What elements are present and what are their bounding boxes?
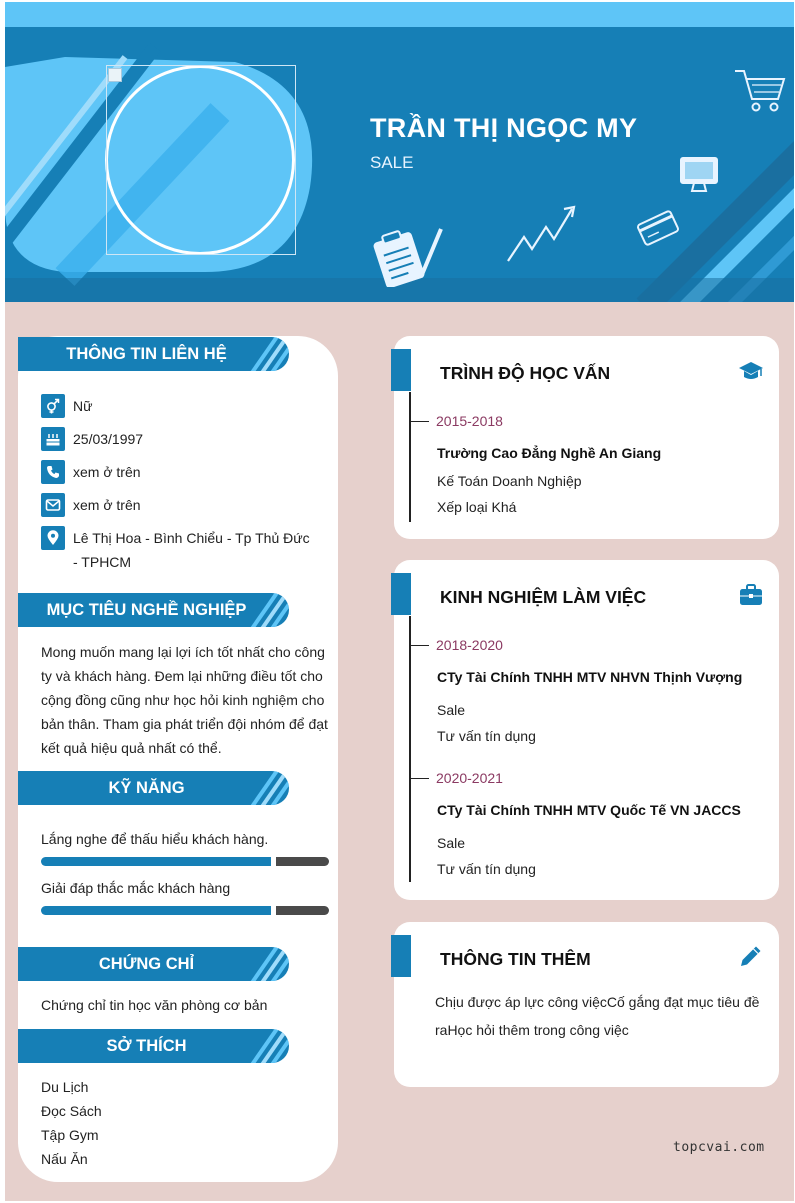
contact-phone bbox=[41, 460, 141, 484]
skill-bar-fill bbox=[41, 857, 271, 866]
email-value: xem ở trên bbox=[73, 497, 141, 513]
phone-icon bbox=[41, 460, 65, 484]
experience-date: 2018-2020 bbox=[436, 637, 503, 653]
address-value: Lê Thị Hoa - Bình Chiểu - Tp Thủ Đức - TPHCM bbox=[73, 530, 310, 570]
skill-bar-rest bbox=[276, 906, 329, 915]
briefcase-icon bbox=[738, 582, 764, 608]
header-top-strip bbox=[5, 2, 794, 27]
birthday-cake-icon bbox=[41, 427, 65, 451]
candidate-name: TRẦN THỊ NGỌC MY bbox=[370, 113, 638, 143]
title-stripes bbox=[229, 593, 289, 627]
title-stripes bbox=[229, 1029, 289, 1063]
hobby-item: Du Lịch bbox=[41, 1079, 89, 1095]
education-school: Trường Cao Đẳng Nghề An Giang bbox=[437, 445, 662, 461]
hobby-item: Tập Gym bbox=[41, 1127, 99, 1143]
experience-date: 2020-2021 bbox=[436, 770, 503, 786]
timeline-tick bbox=[409, 778, 429, 779]
trend-arrow-icon bbox=[502, 203, 580, 267]
location-pin-icon bbox=[41, 526, 65, 550]
objective-title-text: MỤC TIÊU NGHỀ NGHIỆP bbox=[46, 600, 247, 619]
birthday-value: 25/03/1997 bbox=[73, 431, 144, 447]
experience-company: CTy Tài Chính TNHH MTV Quốc Tế VN JACCS bbox=[437, 802, 741, 818]
education-major: Kế Toán Doanh Nghiệp bbox=[437, 473, 582, 489]
timeline-tick bbox=[409, 645, 429, 646]
experience-title: KINH NGHIỆM LÀM VIỆC bbox=[440, 587, 647, 607]
title-stripes bbox=[229, 771, 289, 805]
contact-gender bbox=[41, 394, 92, 418]
certificate-item: Chứng chỉ tin học văn phòng cơ bản bbox=[41, 997, 268, 1013]
skill-bar-fill bbox=[41, 906, 271, 915]
gender-value: Nữ bbox=[73, 398, 93, 414]
email-icon bbox=[41, 493, 65, 517]
skills-title-text: KỸ NĂNG bbox=[108, 778, 185, 797]
experience-description: Tư vấn tín dụng bbox=[437, 728, 536, 744]
contact-title-text: THÔNG TIN LIÊN HỆ bbox=[66, 344, 227, 363]
education-grade: Xếp loại Khá bbox=[437, 499, 517, 515]
contact-address bbox=[41, 526, 318, 574]
education-title: TRÌNH ĐỘ HỌC VẤN bbox=[440, 363, 611, 383]
timeline-tick bbox=[409, 421, 429, 422]
pencil-icon bbox=[738, 943, 764, 969]
contact-section-title bbox=[18, 337, 289, 371]
footer-brand: topcvai.com bbox=[673, 1140, 765, 1155]
avatar bbox=[106, 65, 296, 255]
experience-position: Sale bbox=[437, 835, 466, 851]
monitor-icon bbox=[678, 155, 720, 195]
header-banner bbox=[5, 27, 794, 302]
shopping-cart-icon bbox=[732, 65, 788, 115]
additional-title: THÔNG TIN THÊM bbox=[440, 949, 591, 969]
certificates-section-title bbox=[18, 947, 289, 981]
credit-card-icon bbox=[635, 207, 681, 249]
skill-bar bbox=[41, 906, 329, 915]
title-stripes bbox=[229, 337, 289, 371]
education-date: 2015-2018 bbox=[436, 413, 503, 429]
skill-bar bbox=[41, 857, 329, 866]
hobby-item: Nấu Ăn bbox=[41, 1151, 88, 1167]
title-stripes bbox=[229, 947, 289, 981]
education-timeline bbox=[409, 392, 411, 522]
gender-icon bbox=[41, 394, 65, 418]
clipboard-pen-icon bbox=[369, 223, 449, 287]
hobbies-title-text: SỞ THÍCH bbox=[106, 1036, 187, 1055]
experience-timeline bbox=[409, 616, 411, 882]
skill-label: Giải đáp thắc mắc khách hàng bbox=[41, 880, 231, 896]
contact-email bbox=[41, 493, 141, 517]
experience-tab bbox=[391, 573, 411, 615]
skill-bar-rest bbox=[276, 857, 329, 866]
cv-page bbox=[5, 2, 794, 1201]
graduation-cap-icon bbox=[738, 358, 764, 384]
hobbies-section-title bbox=[18, 1029, 289, 1063]
skills-section-title bbox=[18, 771, 289, 805]
candidate-role: SALE bbox=[370, 153, 414, 172]
phone-value: xem ở trên bbox=[73, 464, 141, 480]
education-tab bbox=[391, 349, 411, 391]
experience-description: Tư vấn tín dụng bbox=[437, 861, 536, 877]
contact-birthday bbox=[41, 427, 143, 451]
experience-position: Sale bbox=[437, 702, 466, 718]
certificates-title-text: CHỨNG CHỈ bbox=[98, 954, 195, 973]
additional-text: Chịu được áp lực công việcCố gắng đạt mục tiêu đề raHọc hỏi thêm trong công việc bbox=[435, 994, 760, 1038]
objective-text: Mong muốn mang lại lợi ích tốt nhất cho công ty và khách hàng. Đem lại những điều tốt cho cộng đồng cũng như học hỏi kinh nghiệm cho bản thân. Tham gia phát triển đội nhóm để đạt kết quả hiệu quả nhất có thể. bbox=[41, 644, 328, 756]
experience-company: CTy Tài Chính TNHH MTV NHVN Thịnh Vượng bbox=[437, 669, 743, 685]
hobby-item: Đọc Sách bbox=[41, 1103, 102, 1119]
objective-section-title bbox=[18, 593, 289, 627]
broken-image-icon bbox=[108, 68, 122, 82]
additional-tab bbox=[391, 935, 411, 977]
skill-label: Lắng nghe để thấu hiểu khách hàng. bbox=[41, 831, 269, 847]
